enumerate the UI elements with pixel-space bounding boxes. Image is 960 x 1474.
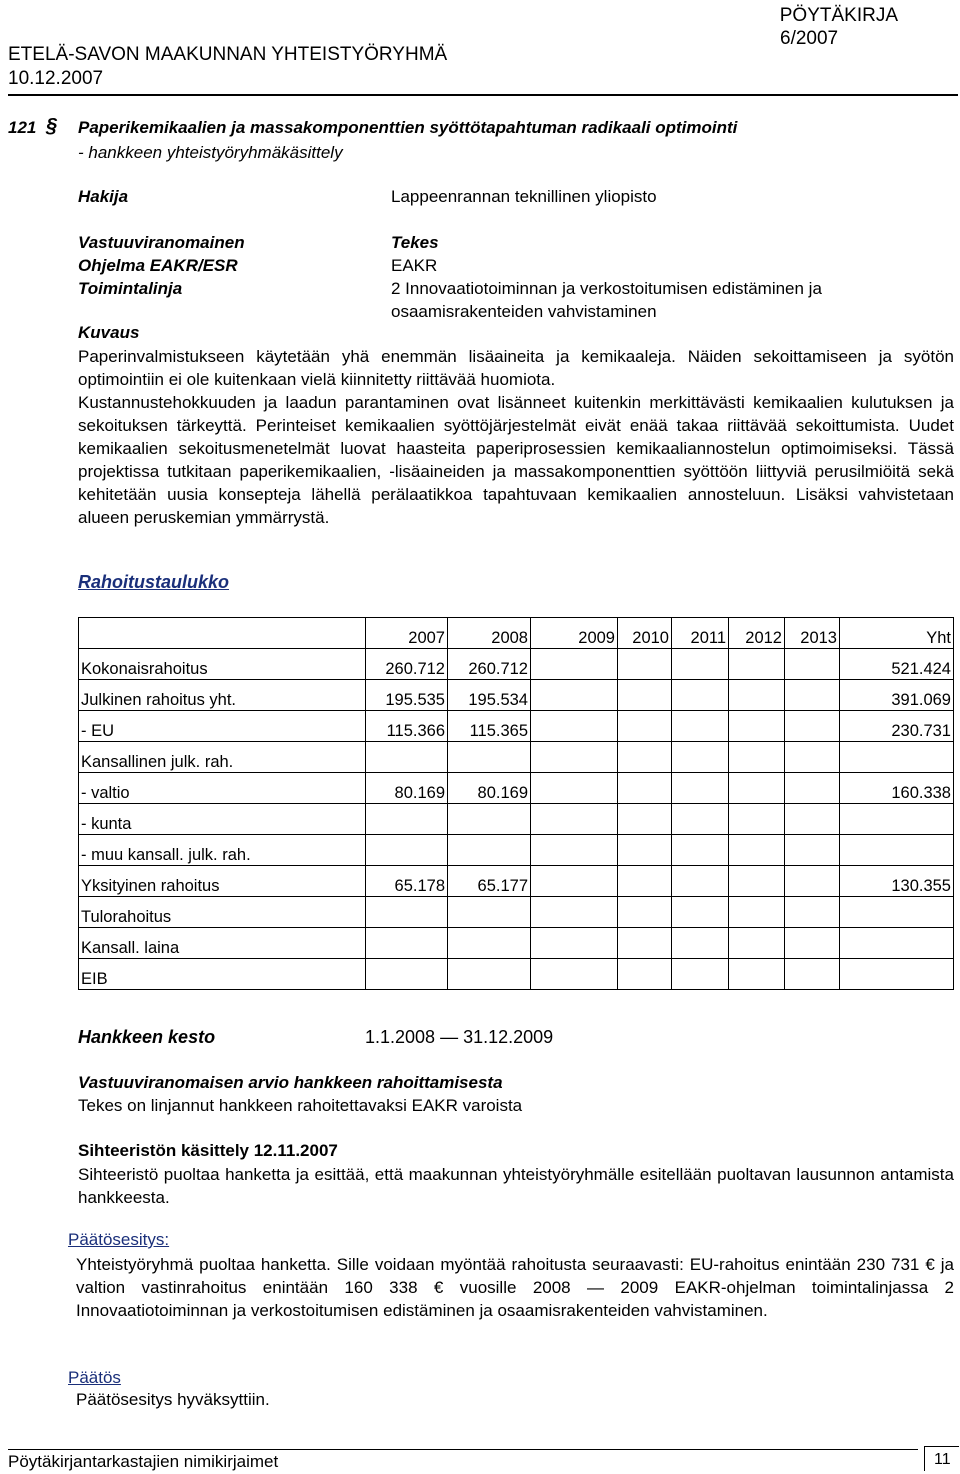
- funding-cell: 195.535: [366, 680, 448, 711]
- funding-cell: [729, 928, 785, 959]
- funding-cell: [618, 928, 672, 959]
- table-row: [79, 897, 954, 928]
- funding-cell: [785, 680, 840, 711]
- funding-cell: [448, 742, 531, 773]
- table-row: [79, 866, 954, 897]
- organization-name: ETELÄ-SAVON MAAKUNNAN YHTEISTYÖRYHMÄ: [8, 44, 448, 65]
- funding-cell: [729, 804, 785, 835]
- funding-cell: [531, 835, 618, 866]
- funding-cell: [531, 804, 618, 835]
- funding-column-header: 2013: [785, 618, 840, 649]
- section-symbol: §: [46, 115, 58, 137]
- funding-row-label: Tulorahoitus: [79, 897, 366, 928]
- funding-cell: [448, 835, 531, 866]
- funding-cell: [531, 897, 618, 928]
- funding-total-cell: 391.069: [840, 680, 954, 711]
- funding-cell: [366, 804, 448, 835]
- funding-column-header: 2007: [366, 618, 448, 649]
- funding-cell: [729, 773, 785, 804]
- table-row: [79, 649, 954, 680]
- funding-cell: [618, 897, 672, 928]
- priority-label: Toimintalinja: [78, 279, 183, 298]
- funding-cell: [618, 742, 672, 773]
- table-row: [79, 835, 954, 866]
- authority-label: Vastuuviranomainen: [78, 233, 245, 252]
- funding-column-header: 2012: [729, 618, 785, 649]
- funding-total-cell: 160.338: [840, 773, 954, 804]
- funding-total-cell: [840, 897, 954, 928]
- funding-cell: [618, 959, 672, 990]
- funding-row-label: - kunta: [79, 804, 366, 835]
- section-number: 121: [8, 118, 37, 137]
- funding-cell: [618, 804, 672, 835]
- funding-cell: [785, 711, 840, 742]
- funding-cell: [531, 680, 618, 711]
- funding-cell: [785, 835, 840, 866]
- signature-label: Pöytäkirjantarkastajien nimikirjaimet: [8, 1452, 279, 1471]
- funding-row-label: - EU: [79, 711, 366, 742]
- table-row: [79, 804, 954, 835]
- funding-cell: [729, 742, 785, 773]
- funding-cell: [448, 804, 531, 835]
- funding-cell: 260.712: [366, 649, 448, 680]
- funding-row-label: EIB: [79, 959, 366, 990]
- funding-column-header: Yht: [840, 618, 954, 649]
- funding-row-label: Kansall. laina: [79, 928, 366, 959]
- funding-row-label: Kansallinen julk. rah.: [79, 742, 366, 773]
- funding-cell: [729, 649, 785, 680]
- program-label: Ohjelma EAKR/ESR: [78, 256, 238, 275]
- funding-cell: [785, 742, 840, 773]
- funding-cell: [531, 711, 618, 742]
- funding-header-blank: [79, 618, 366, 649]
- funding-total-cell: 230.731: [840, 711, 954, 742]
- description-paragraph-1: Paperinvalmistukseen käytetään yhä enemmän lisäaineita ja kemikaaleja. Näiden sekoittamiseen ja syötön optimointiin ei ole kuitenkaan vielä kiinnitetty riittävää huomiota.: [78, 347, 954, 389]
- applicant-value: Lappeenrannan teknillinen yliopisto: [391, 187, 657, 206]
- funding-total-cell: 521.424: [840, 649, 954, 680]
- funding-row-label: - valtio: [79, 773, 366, 804]
- funding-cell: [618, 649, 672, 680]
- funding-cell: [531, 742, 618, 773]
- funding-total-cell: [840, 928, 954, 959]
- funding-cell: 80.169: [448, 773, 531, 804]
- funding-cell: 80.169: [366, 773, 448, 804]
- funding-cell: [366, 928, 448, 959]
- document-type: PÖYTÄKIRJA: [779, 5, 898, 26]
- funding-column-header: 2010: [618, 618, 672, 649]
- funding-cell: [672, 649, 729, 680]
- footer-rule: [8, 1449, 918, 1450]
- funding-cell: [672, 804, 729, 835]
- applicant-label: Hakija: [78, 187, 129, 206]
- funding-cell: [729, 835, 785, 866]
- funding-cell: [672, 959, 729, 990]
- funding-row-label: Julkinen rahoitus yht.: [79, 680, 366, 711]
- funding-cell: [672, 866, 729, 897]
- funding-cell: [672, 897, 729, 928]
- funding-table: [78, 617, 954, 990]
- funding-table-title: Rahoitustaulukko: [78, 572, 230, 592]
- section-title: Paperikemikaalien ja massakomponenttien syöttötapahtuman radikaali optimointi: [78, 118, 738, 137]
- assessment-text: Tekes on linjannut hankkeen rahoitettavaksi EAKR varoista: [78, 1096, 523, 1115]
- secretariat-heading: Sihteeristön käsittely 12.11.2007: [78, 1141, 338, 1160]
- page-number: 11: [934, 1451, 951, 1468]
- funding-cell: [785, 649, 840, 680]
- proposal-text: Yhteistyöryhmä puoltaa hanketta. Sille voidaan myöntää rahoitusta seuraavasti: EU-rahoitus enintään 230 731 € ja valtion vastinrahoitus enintään 160 338 € vuosille 2008 — 2009 EAKR-ohjelman toimintalinjassa 2 Innovaatiotoiminnan ja verkostoitumisen edistäminen ja osaamisrakenteiden vahvistaminen.: [76, 1255, 954, 1320]
- funding-cell: [618, 835, 672, 866]
- program-value: EAKR: [391, 256, 438, 275]
- funding-cell: [785, 773, 840, 804]
- funding-cell: [618, 773, 672, 804]
- proposal-heading: Päätösesitys:: [68, 1230, 170, 1249]
- funding-row-label: - muu kansall. julk. rah.: [79, 835, 366, 866]
- funding-cell: 260.712: [448, 649, 531, 680]
- funding-cell: [618, 866, 672, 897]
- funding-cell: [531, 959, 618, 990]
- funding-cell: [729, 680, 785, 711]
- funding-cell: [448, 959, 531, 990]
- funding-cell: [672, 711, 729, 742]
- funding-total-cell: 130.355: [840, 866, 954, 897]
- secretariat-text: Sihteeristö puoltaa hanketta ja esittää, että maakunnan yhteistyöryhmälle esitellään puoltavan lausunnon antamista hankkeesta.: [78, 1165, 954, 1207]
- table-row: [79, 773, 954, 804]
- funding-column-header: 2011: [672, 618, 729, 649]
- decision-heading: Päätös: [68, 1368, 121, 1387]
- funding-cell: [785, 804, 840, 835]
- funding-cell: 65.178: [366, 866, 448, 897]
- table-row: [79, 928, 954, 959]
- duration-label: Hankkeen kesto: [78, 1027, 216, 1047]
- funding-cell: [672, 928, 729, 959]
- authority-value: Tekes: [391, 233, 439, 252]
- funding-cell: [672, 835, 729, 866]
- funding-cell: [531, 866, 618, 897]
- document-date: 10.12.2007: [8, 68, 104, 89]
- table-row: [79, 742, 954, 773]
- duration-value: 1.1.2008 — 31.12.2009: [365, 1027, 554, 1047]
- funding-total-cell: [840, 804, 954, 835]
- funding-column-header: 2008: [448, 618, 531, 649]
- funding-row-label: Yksityinen rahoitus: [79, 866, 366, 897]
- funding-cell: 115.365: [448, 711, 531, 742]
- funding-cell: 65.177: [448, 866, 531, 897]
- funding-cell: [729, 711, 785, 742]
- funding-cell: [672, 742, 729, 773]
- funding-cell: [366, 742, 448, 773]
- priority-value-line-1: 2 Innovaatiotoiminnan ja verkostoitumisen edistäminen ja: [391, 279, 822, 298]
- funding-cell: [785, 928, 840, 959]
- description-paragraph-2: Kustannustehokkuuden ja laadun parantaminen ovat lisänneet kuitenkin merkittävästi kemikaalien kulutuksen ja sekoituksen tärkeyttä. Perinteiset kemikaalien syöttöjärjestelmät eivät enää takaa riittävää sekoittumista. Uudet kemikaalien sekoitusmenetelmät luovat haasteita paperiprosessien kemikaaliannostelun optimoimiseksi. Tässä projektissa tutkitaan paperikemikaalien, -lisäaineiden ja massakomponenttien syöttöön liittyviä perusilmiöitä sekä kehitetään uusia konsepteja lähellä perälaatikkoa tapahtuvaan kemikaalien annosteluun. Lisäksi vahvistetaan alueen peruskemian ymmärrystä.: [78, 393, 954, 527]
- funding-cell: 115.366: [366, 711, 448, 742]
- funding-total-cell: [840, 959, 954, 990]
- funding-cell: [729, 959, 785, 990]
- table-row: [79, 959, 954, 990]
- funding-cell: [366, 835, 448, 866]
- funding-cell: [366, 897, 448, 928]
- funding-cell: [785, 959, 840, 990]
- funding-cell: [672, 773, 729, 804]
- funding-cell: [785, 897, 840, 928]
- decision-text: Päätösesitys hyväksyttiin.: [76, 1390, 270, 1409]
- assessment-heading: Vastuuviranomaisen arvio hankkeen rahoittamisesta: [78, 1073, 503, 1092]
- funding-row-label: Kokonaisrahoitus: [79, 649, 366, 680]
- funding-cell: 195.534: [448, 680, 531, 711]
- table-row: [79, 711, 954, 742]
- funding-cell: [618, 680, 672, 711]
- funding-column-header: 2009: [531, 618, 618, 649]
- funding-cell: [531, 773, 618, 804]
- funding-cell: [785, 866, 840, 897]
- description-label: Kuvaus: [78, 323, 140, 342]
- funding-cell: [729, 866, 785, 897]
- funding-cell: [448, 897, 531, 928]
- funding-cell: [366, 959, 448, 990]
- funding-cell: [672, 680, 729, 711]
- funding-total-cell: [840, 835, 954, 866]
- funding-cell: [729, 897, 785, 928]
- section-subtitle: - hankkeen yhteistyöryhmäkäsittely: [78, 143, 343, 162]
- funding-total-cell: [840, 742, 954, 773]
- header-rule: [8, 94, 958, 96]
- funding-cell: [531, 928, 618, 959]
- priority-value-line-2: osaamisrakenteiden vahvistaminen: [391, 302, 657, 321]
- funding-header-row: [79, 618, 954, 649]
- table-row: [79, 680, 954, 711]
- document-number: 6/2007: [780, 28, 839, 49]
- funding-cell: [448, 928, 531, 959]
- funding-cell: [531, 649, 618, 680]
- funding-cell: [618, 711, 672, 742]
